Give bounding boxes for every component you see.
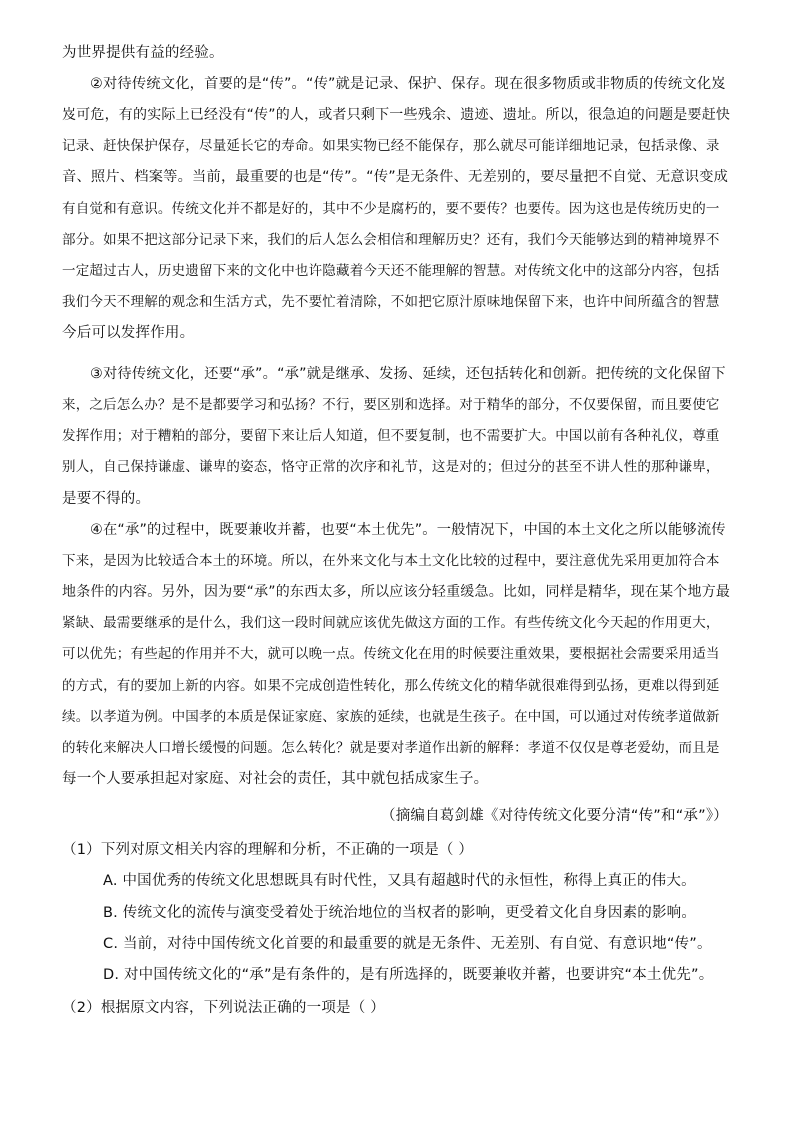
text-line: ③对待传统文化，还要“承”。“承”就是继承、发扬、延续，还包括转化和创新。把传统的文化保留下 xyxy=(90,366,726,382)
text-line: 我们今天不理解的观念和生活方式，先不要忙着清除，不如把它原汁原味地保留下来，也许中间所蕴含的智慧 xyxy=(62,294,720,310)
text-line: 紧缺、最需要继承的是什么，我们这一段时间就应该优先做这方面的工作。有些传统文化今天起的作用更大， xyxy=(62,615,720,631)
text-line: 有自觉和有意识。传统文化并不都是好的，其中不少是腐朽的，要不要传？也要传。因为这也是传统历史的一 xyxy=(62,201,720,217)
text-line: 的转化来解决人口增长缓慢的问题。怎么转化？就是要对孝道作出新的解释：孝道不仅仅是尊老爱幼，而且是 xyxy=(62,740,720,756)
text-line: 来，之后怎么办？是不是都要学习和弘扬？不行，要区别和选择。对于精华的部分，不仅要保留，而且要使它 xyxy=(62,397,720,413)
text-line: 可以优先；有些起的作用并不大，就可以晚一点。传统文化在用的时候要注重效果，要根据社会需要采用适当 xyxy=(62,646,720,662)
text-line: 别人，自己保持谦虚、谦卑的姿态，恪守正常的次序和礼节，这是对的；但过分的甚至不讲人性的那种谦卑， xyxy=(62,459,720,475)
question-stem: （2）根据原文内容，下列说法正确的一项是（ ） xyxy=(62,1000,385,1016)
paragraph-continuation: 为世界提供有益的经验。 xyxy=(62,45,224,61)
text-line: 是要不得的。 xyxy=(62,491,151,507)
text-line: ②对待传统文化，首要的是“传”。“传”就是记录、保护、保存。现在很多物质或非物质的传统文化岌 xyxy=(90,76,726,92)
text-line: 岌可危，有的实际上已经没有“传”的人，或者只剩下一些残余、遗迹、遗址。所以，很急迫的问题是要赶快 xyxy=(62,107,731,123)
text-line: 音、照片、档案等。当前，最重要的也是“传”。“传”是无条件、无差别的，要尽量把不自觉、无意识变成 xyxy=(62,169,729,185)
text-line: 记录、赶快保护保存，尽量延长它的寿命。如果实物已经不能保存，那么就尽可能详细地记录，包括录像、录 xyxy=(62,138,720,154)
option-a: A. 中国优秀的传统文化思想既具有时代性，又具有超越时代的永恒性，称得上真正的伟大。 xyxy=(103,873,696,889)
text-line: 续。以孝道为例。中国孝的本质是保证家庭、家族的延续，也就是生孩子。在中国，可以通过对传统孝道做新 xyxy=(62,709,720,725)
text-line: 一定超过古人，历史遗留下来的文化中也许隐藏着今天还不能理解的智慧。对传统文化中的这部分内容，包括 xyxy=(62,263,720,279)
text-line: 部分。如果不把这部分记录下来，我们的后人怎么会相信和理解历史？还有，我们今天能够达到的精神境界不 xyxy=(62,232,720,248)
option-c: C. 当前，对待中国传统文化首要的和最重要的就是无条件、无差别、有自觉、有意识地“传”。 xyxy=(103,936,712,952)
source-citation: （摘编自葛剑雄《对待传统文化要分清“传”和“承”》） xyxy=(381,808,728,824)
text-line: 发挥作用；对于糟粕的部分，要留下来让后人知道，但不要复制，也不需要扩大。中国以前有各种礼仪，尊重 xyxy=(62,428,720,444)
option-b: B. 传统文化的流传与演变受着处于统治地位的当权者的影响，更受着文化自身因素的影响。 xyxy=(103,905,697,921)
text-line: 的方式，有的要加上新的内容。如果不完成创造性转化，那么传统文化的精华就很难得到弘扬，更难以得到延 xyxy=(62,678,720,694)
question-stem: （1）下列对原文相关内容的理解和分析，不正确的一项是（ ） xyxy=(62,842,474,858)
text-line: ④在“承”的过程中，既要兼收并蓄，也要“本土优先”。一般情况下，中国的本土文化之所以能够流传 xyxy=(90,522,726,538)
text-line: 地条件的内容。另外，因为要“承”的东西太多，所以应该分轻重缓急。比如，同样是精华，现在某个地方最 xyxy=(62,584,731,600)
text-line: 下来，是因为比较适合本土的环境。所以，在外来文化与本土文化比较的过程中，要注意优先采用更加符合本 xyxy=(62,553,720,569)
text-line: 每一个人要承担起对家庭、对社会的责任，其中就包括成家生子。 xyxy=(62,771,489,787)
text-line: 今后可以发挥作用。 xyxy=(62,325,195,341)
option-d: D. 对中国传统文化的“承”是有条件的，是有所选择的，既要兼收并蓄，也要讲究“本土优先”。 xyxy=(103,967,714,983)
